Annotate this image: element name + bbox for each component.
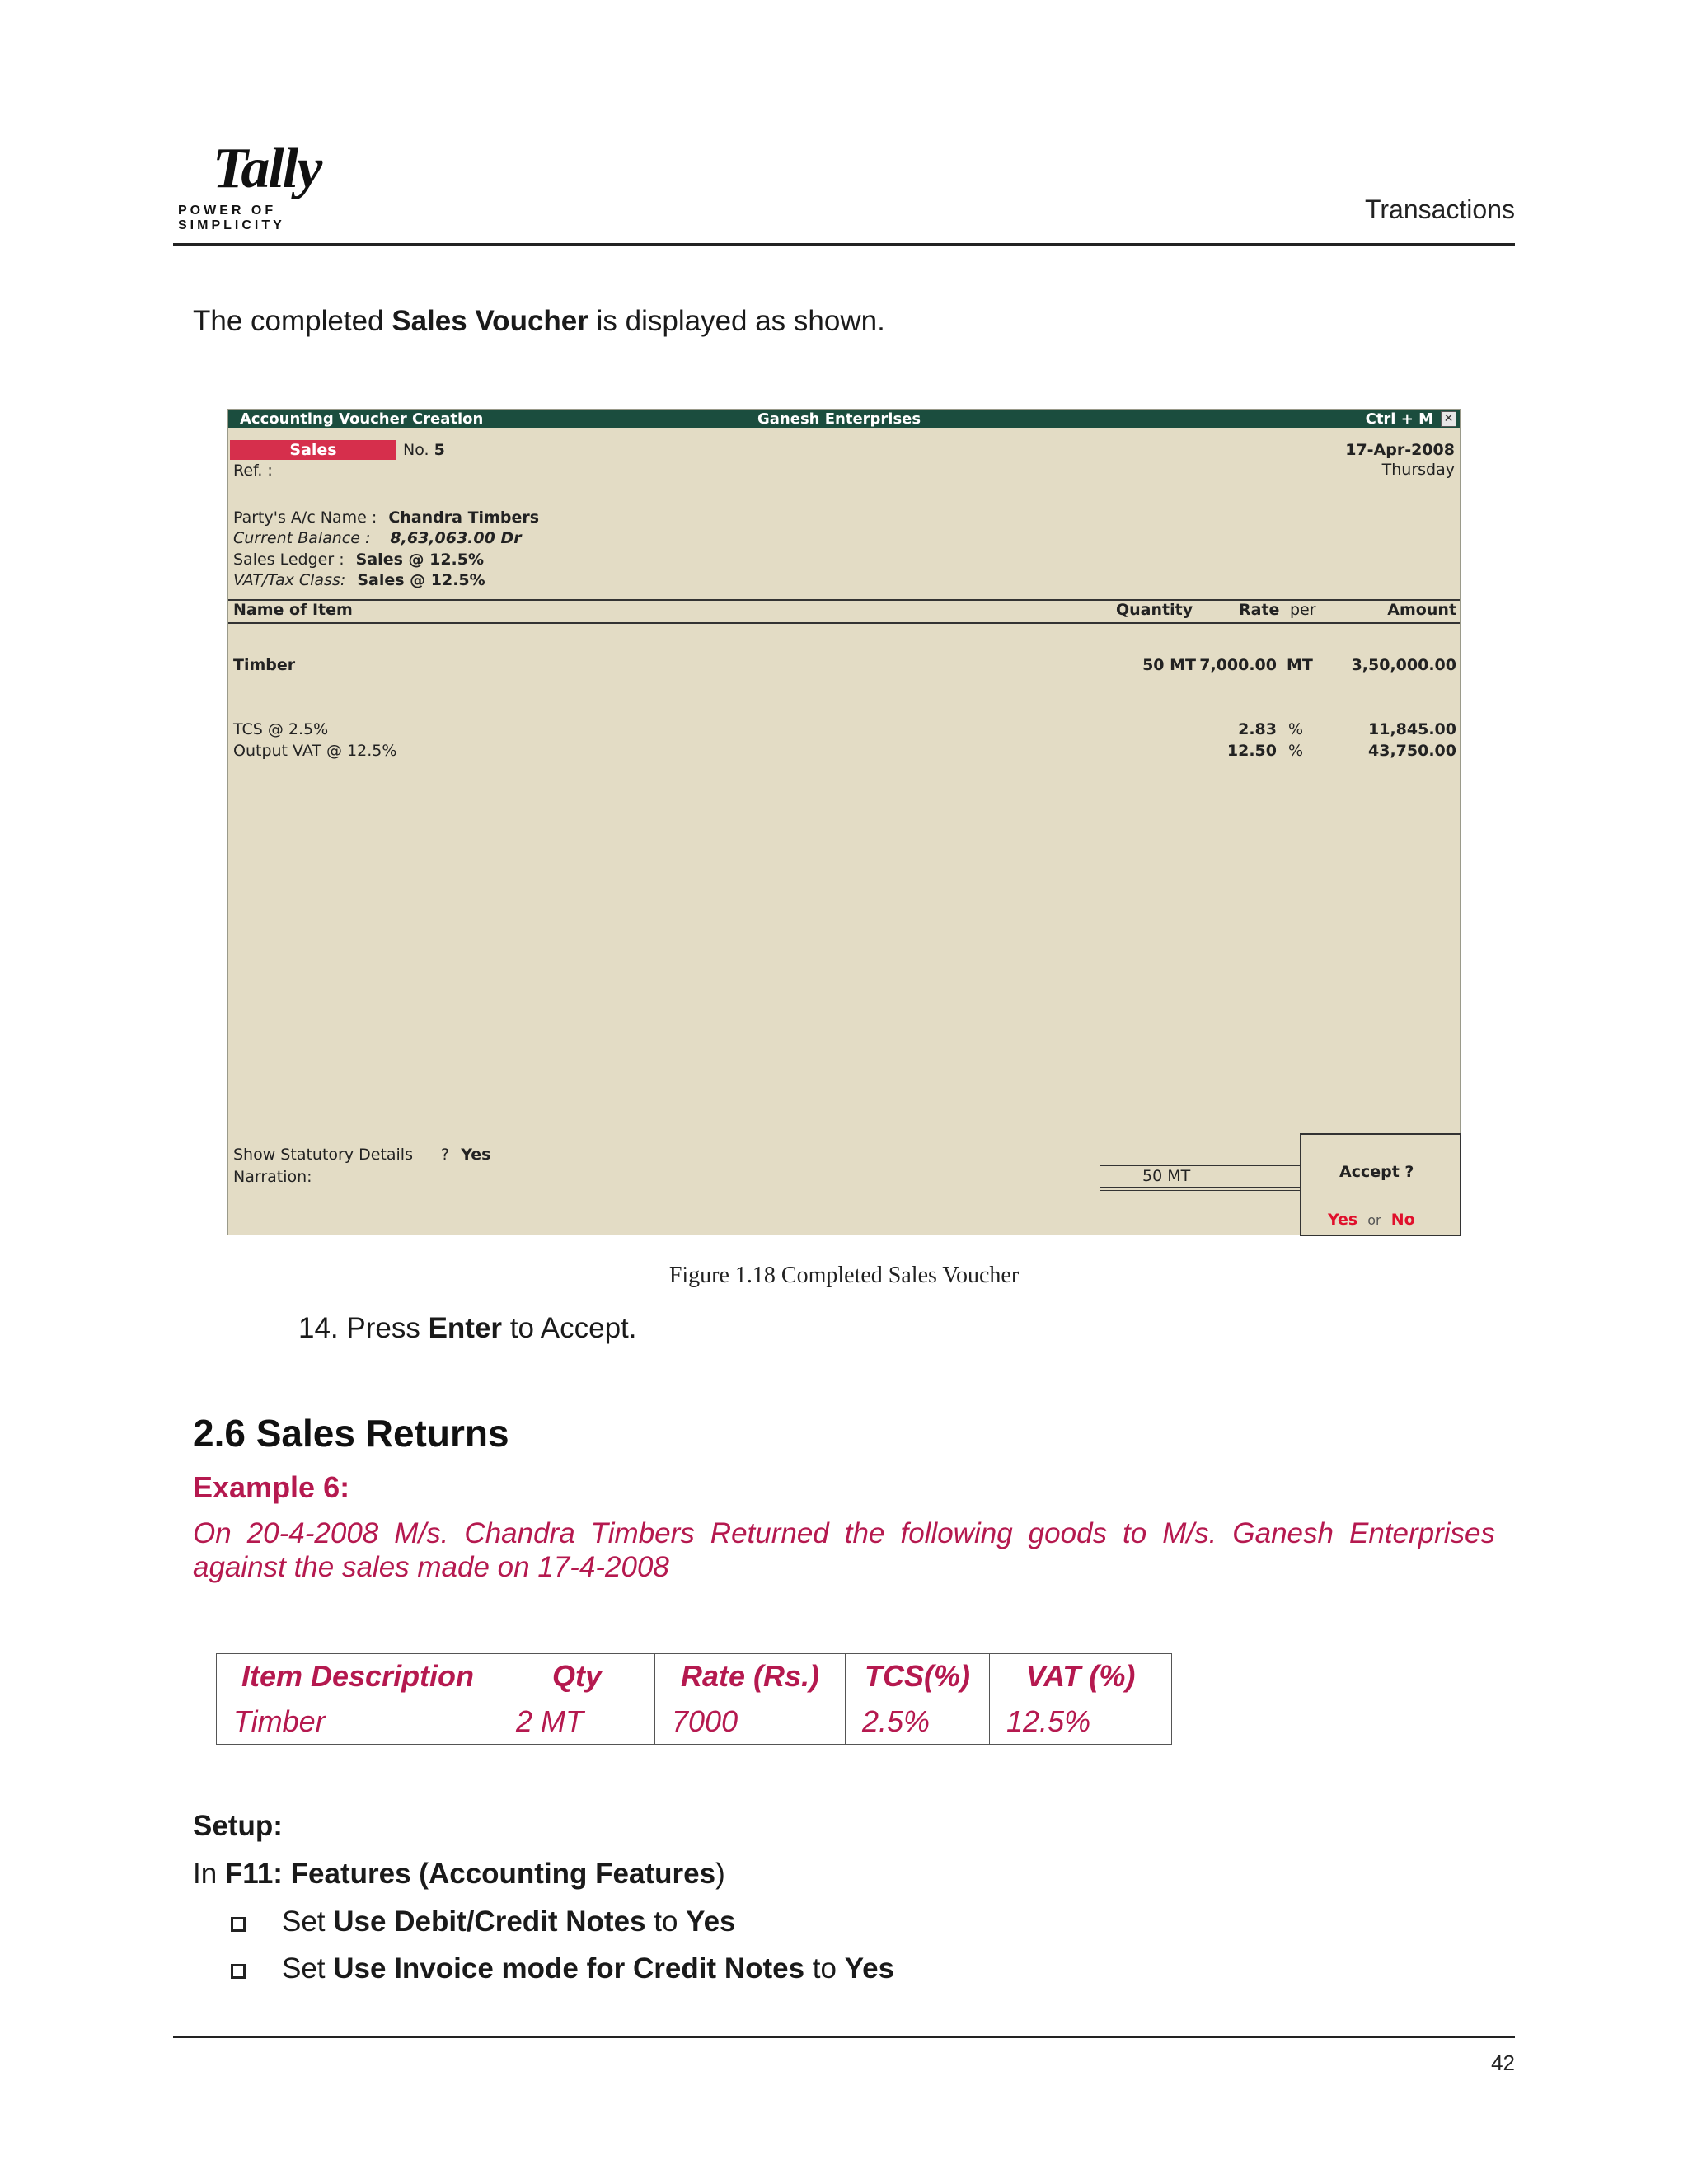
header-rate: Rate (Rs.) (655, 1654, 846, 1699)
balance-field (233, 529, 522, 547)
bullet-set: Set (282, 1952, 334, 1985)
tcs-ledger-name[interactable]: TCS @ 2.5% (233, 720, 329, 738)
narration-label[interactable]: Narration: (233, 1168, 312, 1186)
in-bold: F11: Features (Accounting Features (224, 1858, 716, 1890)
vat-class-field[interactable] (233, 571, 485, 589)
returns-table-header-row (217, 1654, 1172, 1699)
close-icon[interactable]: ✕ (1441, 411, 1456, 427)
step-bold: Enter (428, 1312, 503, 1344)
screen-title: Accounting Voucher Creation (240, 410, 484, 428)
vat-class-value: Sales @ 12.5% (357, 571, 485, 589)
vat-amount: 43,750.00 (1368, 742, 1456, 760)
shortcut-label: Ctrl + M (1365, 410, 1433, 428)
vat-class-label: VAT/Tax Class: (233, 571, 346, 589)
col-per-header: per (1290, 601, 1316, 619)
intro-bold: Sales Voucher (392, 305, 588, 337)
bullet-value: Yes (844, 1952, 895, 1985)
item-name[interactable]: Timber (233, 656, 296, 674)
in-prefix: In (193, 1858, 225, 1890)
tcs-per: % (1288, 720, 1304, 738)
statutory-question: ? (441, 1146, 450, 1164)
total-bottom-rule-1 (1100, 1187, 1300, 1188)
statutory-label: Show Statutory Details (233, 1146, 413, 1164)
voucher-number (403, 441, 445, 459)
item-rate: 7,000.00 (1199, 656, 1277, 674)
logo-wordmark: Tally (213, 137, 321, 200)
total-bottom-rule-2 (1100, 1190, 1300, 1191)
col-name-header: Name of Item (233, 601, 353, 619)
example-label: Example 6: (193, 1470, 350, 1504)
bullet-value: Yes (686, 1905, 736, 1938)
balance-value: 8,63,063.00 Dr (390, 529, 522, 547)
vat-rate: 12.50 (1226, 742, 1277, 760)
cell-vat: 12.5% (990, 1699, 1172, 1745)
bullet-setting: Use Debit/Credit Notes (333, 1905, 646, 1938)
bullet-to: to (645, 1905, 687, 1938)
screen-title-bar (228, 410, 1460, 428)
item-qty: 50 MT (1142, 656, 1196, 674)
tcs-rate: 2.83 (1238, 720, 1277, 738)
voucher-day: Thursday (1381, 461, 1455, 479)
statutory-value: Yes (461, 1146, 491, 1164)
section-heading: 2.6 Sales Returns (193, 1412, 509, 1455)
intro-suffix: is displayed as shown. (588, 305, 885, 337)
item-amount: 3,50,000.00 (1351, 656, 1456, 674)
cell-rate: 7000 (655, 1699, 846, 1745)
sales-ledger-field[interactable] (233, 551, 484, 569)
total-top-rule (1100, 1165, 1300, 1166)
setup-in-line (193, 1858, 725, 1891)
accept-dialog (1300, 1133, 1461, 1236)
section-header-title: Transactions (1365, 194, 1515, 224)
header-qty: Qty (499, 1654, 655, 1699)
header-item-description: Item Description (217, 1654, 499, 1699)
tally-logo (173, 136, 379, 232)
voucher-date[interactable]: 17-Apr-2008 (1345, 441, 1455, 459)
table-row (217, 1699, 1172, 1745)
step-suffix: to Accept. (502, 1312, 637, 1344)
step-14 (298, 1312, 636, 1345)
logo-tagline: POWER OF SIMPLICITY (178, 204, 285, 232)
ref-label[interactable]: Ref. : (233, 462, 273, 480)
header-rule (173, 243, 1515, 246)
in-suffix: ) (715, 1858, 725, 1890)
col-rate-header: Rate (1239, 601, 1280, 619)
example-text: On 20-4-2008 M/s. Chandra Timbers Returned the following goods to M/s. Ganesh Enterprises against the sales made on 17-4-2008 (193, 1517, 1495, 1583)
party-label: Party's A/c Name : (233, 509, 377, 527)
tcs-amount: 11,845.00 (1368, 720, 1456, 738)
figure-caption: Figure 1.18 Completed Sales Voucher (668, 1263, 1020, 1288)
col-amount-header: Amount (1387, 601, 1456, 619)
vat-per: % (1288, 742, 1304, 760)
accept-options (1328, 1211, 1415, 1229)
statutory-details-field[interactable] (233, 1146, 490, 1164)
cell-item: Timber (217, 1699, 499, 1745)
column-header-bottom-rule (228, 622, 1460, 624)
step-prefix: 14. Press (298, 1312, 429, 1344)
total-quantity: 50 MT (1142, 1167, 1191, 1185)
setup-label: Setup: (193, 1810, 283, 1842)
tally-voucher-screen (227, 409, 1461, 1235)
col-qty-header: Quantity (1116, 601, 1193, 619)
header-vat: VAT (%) (990, 1654, 1172, 1699)
accept-no-option[interactable]: No (1390, 1211, 1415, 1229)
page-number: 42 (1491, 2050, 1515, 2075)
square-bullet-icon (231, 1917, 246, 1932)
party-field[interactable] (233, 509, 539, 527)
voucher-number-label: No. (403, 441, 429, 459)
vat-ledger-name[interactable]: Output VAT @ 12.5% (233, 742, 397, 760)
voucher-type-badge: Sales (230, 440, 396, 460)
square-bullet-icon (231, 1964, 246, 1979)
intro-paragraph (193, 305, 885, 338)
accept-title: Accept ? (1339, 1163, 1414, 1181)
accept-yes-option[interactable]: Yes (1328, 1211, 1358, 1229)
sales-ledger-label: Sales Ledger : (233, 551, 345, 569)
returns-table (216, 1653, 1172, 1745)
item-per: MT (1287, 656, 1313, 674)
accept-or: or (1367, 1212, 1381, 1228)
balance-label: Current Balance : (233, 529, 371, 547)
bullet-to: to (804, 1952, 845, 1985)
voucher-number-value: 5 (434, 441, 445, 459)
intro-prefix: The completed (193, 305, 392, 337)
bullet-setting: Use Invoice mode for Credit Notes (333, 1952, 805, 1985)
header-tcs: TCS(%) (846, 1654, 990, 1699)
bullet-set: Set (282, 1905, 334, 1938)
footer-rule (173, 2036, 1515, 2038)
company-name: Ganesh Enterprises (757, 410, 921, 428)
sales-ledger-value: Sales @ 12.5% (355, 551, 485, 569)
cell-qty: 2 MT (499, 1699, 655, 1745)
cell-tcs: 2.5% (846, 1699, 990, 1745)
party-value: Chandra Timbers (388, 509, 540, 527)
